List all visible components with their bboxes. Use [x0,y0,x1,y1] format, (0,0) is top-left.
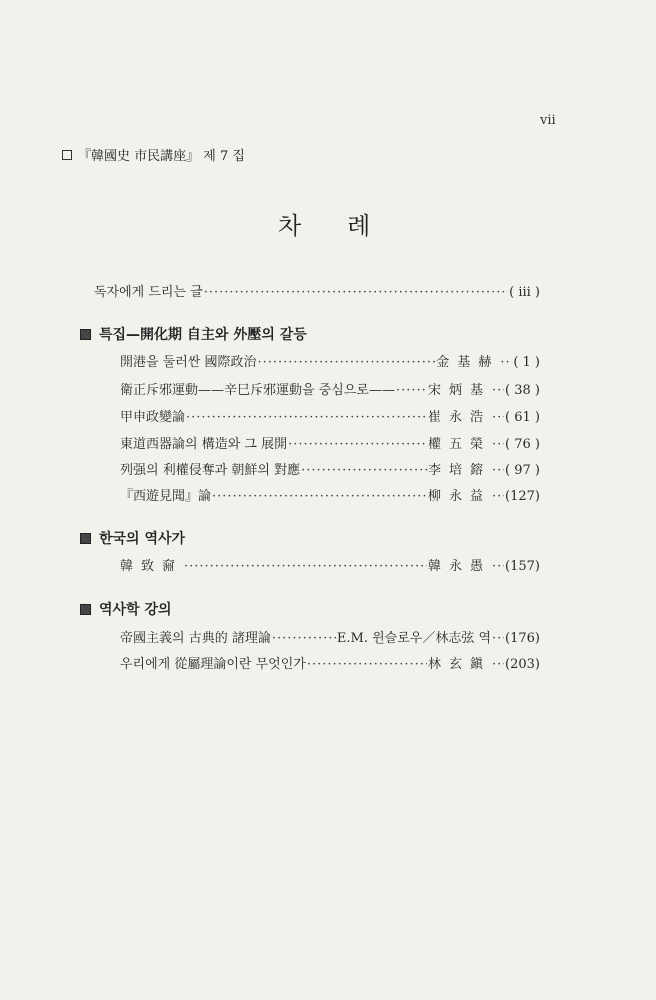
section-heading [80,528,185,548]
filled-square-icon [80,329,91,340]
toc-entry-author: 柳永益 [428,489,492,504]
toc-entry-page: ( 61 ) [505,410,540,425]
leader-dots [184,559,427,574]
toc-entry [120,653,540,672]
leader-dots [492,383,504,398]
leader-dots [492,410,504,425]
toc-entry [120,459,540,478]
toc-entry-author: 宋炳基 [428,383,492,398]
toc-entry-title: 帝國主義의 古典的 諸理論 [120,631,271,646]
leader-dots [492,631,504,646]
leader-dots [186,410,427,425]
leader-dots [258,355,436,370]
toc-entry-title: 우리에게 從屬理論이란 무엇인가 [120,657,306,672]
leader-dots [492,489,504,504]
toc-entry-author: 韓永愚 [428,559,492,574]
leader-dots [500,355,512,370]
leader-dots [272,631,336,646]
toc-entry [120,406,540,425]
toc-entry-page: (157) [505,559,540,574]
series-title: 『韓國史 市民講座』 제 7 집 [78,149,245,164]
toc-entry [120,627,540,646]
leader-dots [301,463,427,478]
toc-entry-page: (176) [505,631,540,646]
section-heading-text: 역사학 강의 [99,602,172,618]
toc-entry-author: 金基赫 [436,355,500,370]
leader-dots [204,285,508,300]
toc-entry-author: 崔永浩 [428,410,492,425]
toc-entry [120,433,540,452]
page-title: 차례 [278,212,417,240]
section-heading-text: 한국의 역사가 [99,531,186,547]
toc-entry-author: 權五榮 [428,437,492,452]
section-heading [80,324,307,344]
toc-entry-title: 開港을 둘러싼 國際政治 [120,355,257,370]
leader-dots [492,437,504,452]
toc-entry-page: ( 97 ) [505,463,540,478]
toc-entry-title: 독자에게 드리는 글 [94,285,203,300]
toc-entry-author: 李培鎔 [428,463,492,478]
toc-entry [120,485,540,504]
toc-entry-page: ( 38 ) [505,383,540,398]
toc-entry-title: 列强의 利權侵奪과 朝鮮의 對應 [120,463,301,478]
toc-entry-page: (203) [505,657,540,672]
toc-entry-title: 東道西器論의 構造와 그 展開 [120,437,288,452]
toc-entry-page: ( iii ) [509,285,540,300]
toc-entry [120,351,540,370]
toc-entry-page: ( 1 ) [513,355,540,370]
toc-entry-author: E.M. 윈슬로우／林志弦 역 [336,631,492,646]
leader-dots [396,383,427,398]
leader-dots [492,463,504,478]
section-heading [80,599,172,619]
toc-entry-title: 甲申政變論 [120,410,186,425]
section-heading-text: 특집—開化期 自主와 外壓의 갈등 [99,327,307,343]
toc-entry-title: 『西遊見聞』論 [120,489,212,504]
toc-entry-title: 韓致奫 [120,559,184,574]
page-number: vii [540,113,556,128]
toc-entry-author: 林玄鎭 [428,657,492,672]
toc-preface [94,281,540,300]
leader-dots [492,657,504,672]
toc-entry [120,379,540,398]
leader-dots [288,437,427,452]
empty-square-icon [62,150,72,160]
series-line [62,145,245,164]
filled-square-icon [80,533,91,544]
leader-dots [492,559,504,574]
leader-dots [212,489,427,504]
filled-square-icon [80,604,91,615]
toc-entry-page: (127) [505,489,540,504]
toc-entry [120,555,540,574]
toc-entry-title: 衛正斥邪運動——辛巳斥邪運動을 중심으로—— [120,383,395,398]
leader-dots [307,657,427,672]
toc-entry-page: ( 76 ) [505,437,540,452]
